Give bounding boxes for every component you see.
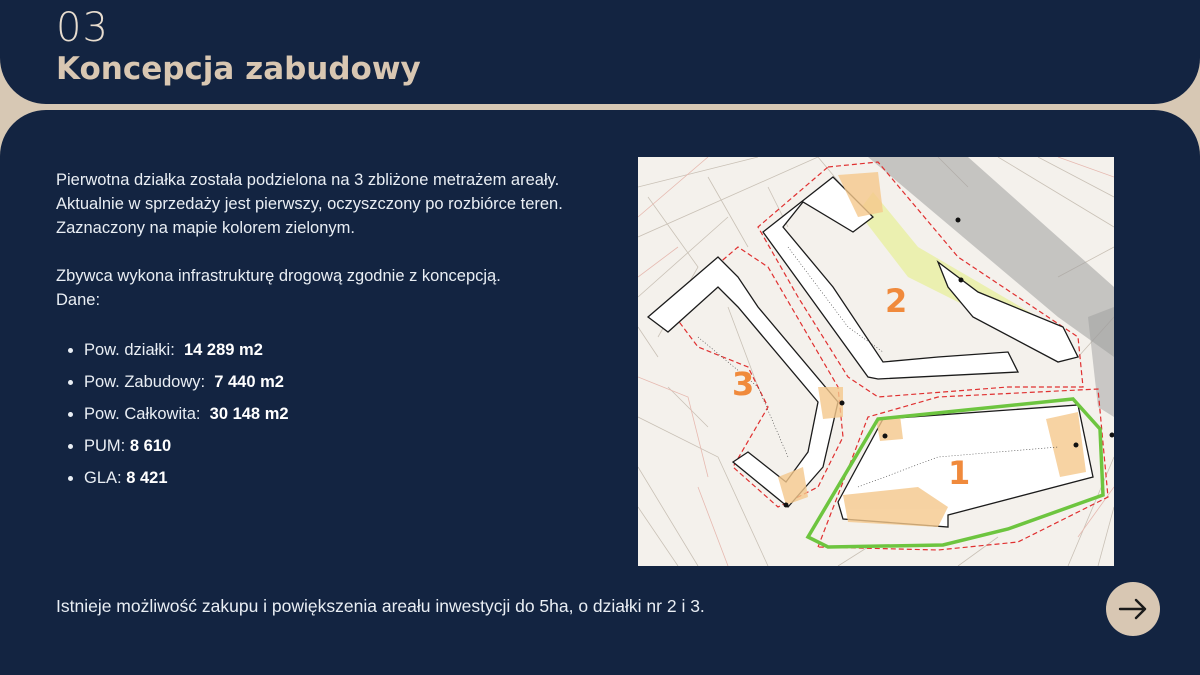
arrow-right-icon	[1118, 594, 1148, 624]
stat-item: PUM: 8 610	[56, 430, 596, 462]
sale-paragraph: Aktualnie w sprzedaży jest pierwszy, oczyszczony po rozbiórce teren. Zaznaczony na mapie kolorem zielonym.	[56, 195, 563, 237]
stat-item: GLA: 8 421	[56, 462, 596, 494]
plot-label-1: 1	[948, 454, 971, 492]
stats-list	[56, 334, 596, 494]
content-panel	[0, 110, 1200, 675]
plot-label-2: 2	[885, 282, 908, 320]
footer-note: Istnieje możliwość zakupu i powiększenia areału inwestycji do 5ha, o działki nr 2 i 3.	[56, 596, 705, 616]
stat-item: Pow. działki: 14 289 m2	[56, 334, 596, 366]
header-band	[0, 0, 1200, 104]
intro-paragraph: Pierwotna działka została podzielona na 3 zbliżone metrażem areały.	[56, 171, 560, 189]
site-plan-drawing	[638, 157, 1114, 566]
description-column	[56, 168, 596, 494]
infrastructure-paragraph: Zbywca wykona infrastrukturę drogową zgodnie z koncepcją.	[56, 267, 501, 285]
slide-title: Koncepcja zabudowy	[56, 51, 421, 87]
plot-label-3: 3	[732, 365, 755, 403]
stat-item: Pow. Zabudowy: 7 440 m2	[56, 366, 596, 398]
stat-item: Pow. Całkowita: 30 148 m2	[56, 398, 596, 430]
next-slide-button[interactable]	[1106, 582, 1160, 636]
site-plan-map	[638, 157, 1114, 566]
slide-number: 03	[56, 5, 109, 51]
data-label: Dane:	[56, 291, 101, 309]
